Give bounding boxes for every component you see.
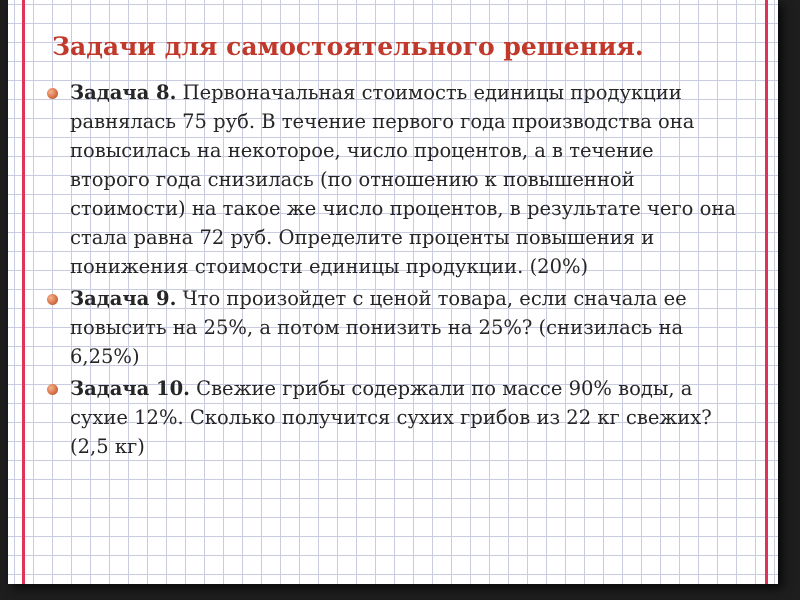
task-9 bbox=[46, 284, 738, 371]
slide bbox=[8, 0, 778, 584]
left-margin-line bbox=[22, 0, 25, 584]
task-label: Задача 8. bbox=[70, 81, 177, 104]
bullet-icon bbox=[47, 294, 58, 305]
task-text: Первоначальная стоимость единицы продукции равнялась 75 руб. В течение первого года производства она повысилась на некоторое, число процентов, а в течение второго года снизилась (по отношению к повышенной стоимости) на такое же число процентов, в результате чего она стала равна 72 руб. Определите проценты повышения и понижения стоимости единицы продукции. (20%) bbox=[70, 81, 736, 278]
right-margin-line bbox=[765, 0, 768, 584]
task-text: Свежие грибы содержали по массе 90% воды, а сухие 12%. Сколько получится сухих грибов из 22 кг свежих? (2,5 кг) bbox=[70, 377, 712, 458]
task-label: Задача 10. bbox=[70, 377, 190, 400]
task-10 bbox=[46, 374, 738, 461]
task-list bbox=[46, 78, 738, 464]
bullet-icon bbox=[47, 384, 58, 395]
task-label: Задача 9. bbox=[70, 287, 177, 310]
slide-title: Задачи для самостоятельного решения. bbox=[52, 32, 644, 61]
task-text: Что произойдет с ценой товара, если сначала ее повысить на 25%, а потом понизить на 25%? (снизилась на 6,25%) bbox=[70, 287, 687, 368]
bullet-icon bbox=[47, 88, 58, 99]
task-8 bbox=[46, 78, 738, 281]
